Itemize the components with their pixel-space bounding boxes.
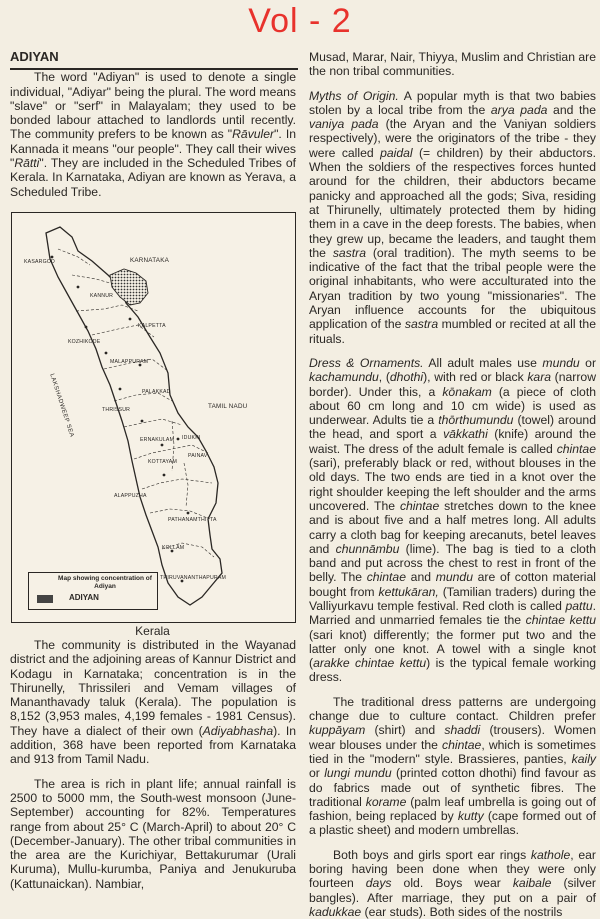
title-rule (10, 68, 298, 70)
italic-term: korame (365, 794, 407, 809)
legend-title: Map showing concentration of Adiyan (58, 575, 152, 590)
italic-term: vākkathi (443, 427, 488, 442)
kerala-map (11, 212, 296, 623)
communities-paragraph: Musad, Marar, Nair, Thiyya, Muslim and Christian are the non tribal communities. (309, 50, 596, 79)
traditional-dress-paragraph: The traditional dress patterns are undergoing change due to culture contact. Children prefer kuppāyam (shirt) and shaddi (trousers). Women wear blouses under the chintae, which is sometimes tied in the "modern" style. Brassieres, panties, kaily or lungi mundu (printed cotton dhothi) find favour as do fabrics made out of synthetic fibres. The traditional korame (palm leaf umbrella is going out of fashion, being replaced by kutty (cape formed out of a plastic sheet) and modern umbrellas. (309, 694, 597, 838)
italic-term: chintae (556, 441, 596, 456)
italic-term: pattu (565, 598, 593, 613)
label-pathanamthitta: PATHANAMTHITTA (168, 517, 217, 523)
label-malappuram: MALAPPURAM (110, 359, 149, 365)
label-alappuzha: ALAPPUZHA (114, 493, 147, 499)
map-legend (28, 572, 158, 610)
map-caption: Kerala (135, 624, 170, 638)
italic-term: mundu (435, 570, 473, 585)
italic-term: kōnakam (442, 384, 492, 399)
italic-term: paidal (380, 145, 413, 160)
label-palakkad: PALAKKAD (142, 389, 171, 395)
italic-term: shaddi (444, 723, 481, 738)
dress-paragraph: Dress & Ornaments. All adult males use mundu or kachamundu, (dhothi), with red or black kara (narrow border). Under this, a kōnakam (a piece of cloth about 60 cm long and 10 cm wide) is used as underwear. Adults tie a thōrthumundu (towel) around the head, and sport a vākkathi (knife) around the waist. The dress of the adult female is called chintae (sari), preferably black or red, without blouses in the old days. The two ends are tied in a knot over the right shoulder keeping the left shoulder and the arms uncovered. The chintae stretches down to the knee and is about five and a half metres long. All adults carry a cloth bag for keeping arecanuts, betel leaves and chunnāmbu (lime). The bag is tied to a cloth band and put across the chest to rest in front of the belly. The chintae and mundu are of cotton material bought from kettukāran, (Tamilian traders) during the Valliyurkavu temple festival. Red cloth is called pattu. Married and unmarried females tie the chintae kettu (sari knot) differently; the former put two and the latter only one knot. A towel with a single knot (arakke chintae kettu) is the typical female working dress. (309, 355, 597, 685)
italic-term: kara (527, 370, 552, 385)
article-title: ADIYAN (10, 49, 59, 64)
label-idukki: IDUKKI (182, 435, 201, 441)
right-column (309, 50, 596, 919)
label-tamil-nadu: TAMIL NADU (208, 403, 248, 410)
italic-term: thōrthumundu (438, 413, 514, 428)
label-kasargod: KASARGOD (24, 259, 56, 265)
italic-term: kaibale (512, 876, 552, 891)
label-kollam: KOLLAM (162, 545, 185, 551)
italic-term: chintae kettu (525, 613, 597, 628)
label-kalpetta: KALPETTA (138, 323, 166, 329)
italic-term: Dress & Ornaments. (309, 355, 424, 370)
label-painav: PAINAV (188, 453, 208, 459)
legend-name: ADIYAN (69, 593, 99, 602)
label-kottayam: KOTTAYAM (148, 459, 177, 465)
left-column (10, 50, 296, 199)
volume-label: Vol - 2 (248, 2, 352, 40)
italic-term: chintae (366, 570, 406, 585)
italic-term: arya pada (490, 102, 548, 117)
italic-term: sastra (404, 317, 439, 332)
myths-paragraph: Myths of Origin. A popular myth is that two babies stolen by a local tribe from the arya pada and the vaniya pada (the Aryan and the Vaniyan soldiers respectively), were the originators of the tribe - they were called paidal (= children) by their abductors. When the soldiers of the respectives forces hunted around for the children, their abductors became panicky and approached all the gods; Siva, residing at Thirunelly, ultimately protected them by hiding them in a cave in the deep forests. The babies, when they grew up, became the leaders, and taught them the sastra (oral tradition). The myth seems to be indicative of the fact that the tribal people were the original inhabitants, who were acculturated into the Aryan tradition by two young "missionaries". The Aryan influence accounts for the ubiquitous application of the sastra mumbled or recited at all the rituals. (309, 88, 597, 346)
italic-term: kettukāran, (378, 584, 439, 599)
label-thiruvananthapuram: THIRUVANANTHAPURAM (160, 575, 227, 581)
italic-term: Myths of Origin. (309, 88, 399, 103)
italic-term: vaniya pada (309, 117, 379, 132)
italic-term: chintae (442, 737, 482, 752)
italic-term: kutty (457, 809, 484, 824)
italic-term: days (365, 876, 392, 891)
climate-paragraph: The area is rich in plant life; annual rainfall is 2500 to 5000 mm, the South-west monsoon (June-September) accounting for 82%. Temperatures range from about 25° C (March-April) to about 20° C (December-January). The other tribal communities in the area are the Kurichiyar, Bettakurumar (Urali Kuruma), Mullu-kurumba, Paniya and Jenukuruba (Kattunaickan). Nambiar, (10, 776, 296, 891)
italic-term: mundu (542, 355, 580, 370)
legend-swatch (37, 595, 53, 603)
label-kozhikode: KOZHIKODE (68, 339, 101, 345)
earrings-paragraph: Both boys and girls sport ear rings kathole, ear boring having been done when they were only fourteen days old. Boys wear kaibale (silver bangles). After marriage, they put on a pair of kadukkae (ear studs). Both sides of the nostrils (309, 847, 596, 919)
intro-paragraph: The word "Adiyan" is used to denote a single individual, "Adiyar" being the plural. The word means "slave" or "serf" in Malayalam; they used to be bonded labour attached to landlords until recently. The community prefers to be known as "Rāvuler". In Kannada it means "our people". They call their wives "Rātti". They are included in the Scheduled Tribes of Kerala. In Karnataka, Adiyan are known as Yerava, a Scheduled Tribe. (10, 70, 297, 199)
italic-term: chintae (399, 498, 440, 513)
italic-term: kathole (530, 847, 571, 862)
left-lower-column (10, 638, 296, 891)
italic-term: kuppāyam (309, 723, 366, 738)
label-thrissur: THRISSUR (102, 407, 131, 413)
italic-term: kadukkae (309, 904, 362, 919)
distribution-paragraph: The community is distributed in the Wayanad district and the adjoining areas of Kannur District and Kodagu in Karnataka; concentration is in the Thirunelly, Thrissileri and Vemam villages of Mananthavady taluk (Kerala). The population is 8,152 (3,953 males, 4,199 females - 1981 Census). They have a dialect of their own (Adiyabhasha). In addition, 368 have been reported from Karnataka and 913 from Tamil Nadu. (10, 638, 296, 767)
label-kannur: KANNUR (90, 293, 114, 299)
italic-term: arakke chintae kettu (313, 656, 427, 671)
italic-term: chunnāmbu (335, 541, 400, 556)
italic-term: Rāvuler (232, 127, 275, 142)
italic-term: lungi mundu (324, 766, 392, 781)
label-ernakulam: ERNAKULAM (140, 437, 175, 443)
italic-term: dhothi (389, 370, 424, 385)
kerala-map-drawing (12, 213, 295, 622)
italic-term: Adiyabhasha (202, 723, 274, 738)
label-lakshadweep-sea: LAKSHADWEEP SEA (48, 373, 75, 439)
italic-term: kachamundu (309, 370, 379, 385)
label-karnataka: KARNATAKA (130, 257, 170, 264)
italic-term: kaily (571, 751, 596, 766)
italic-term: sastra (332, 245, 367, 260)
italic-term: Rātti (14, 156, 40, 171)
